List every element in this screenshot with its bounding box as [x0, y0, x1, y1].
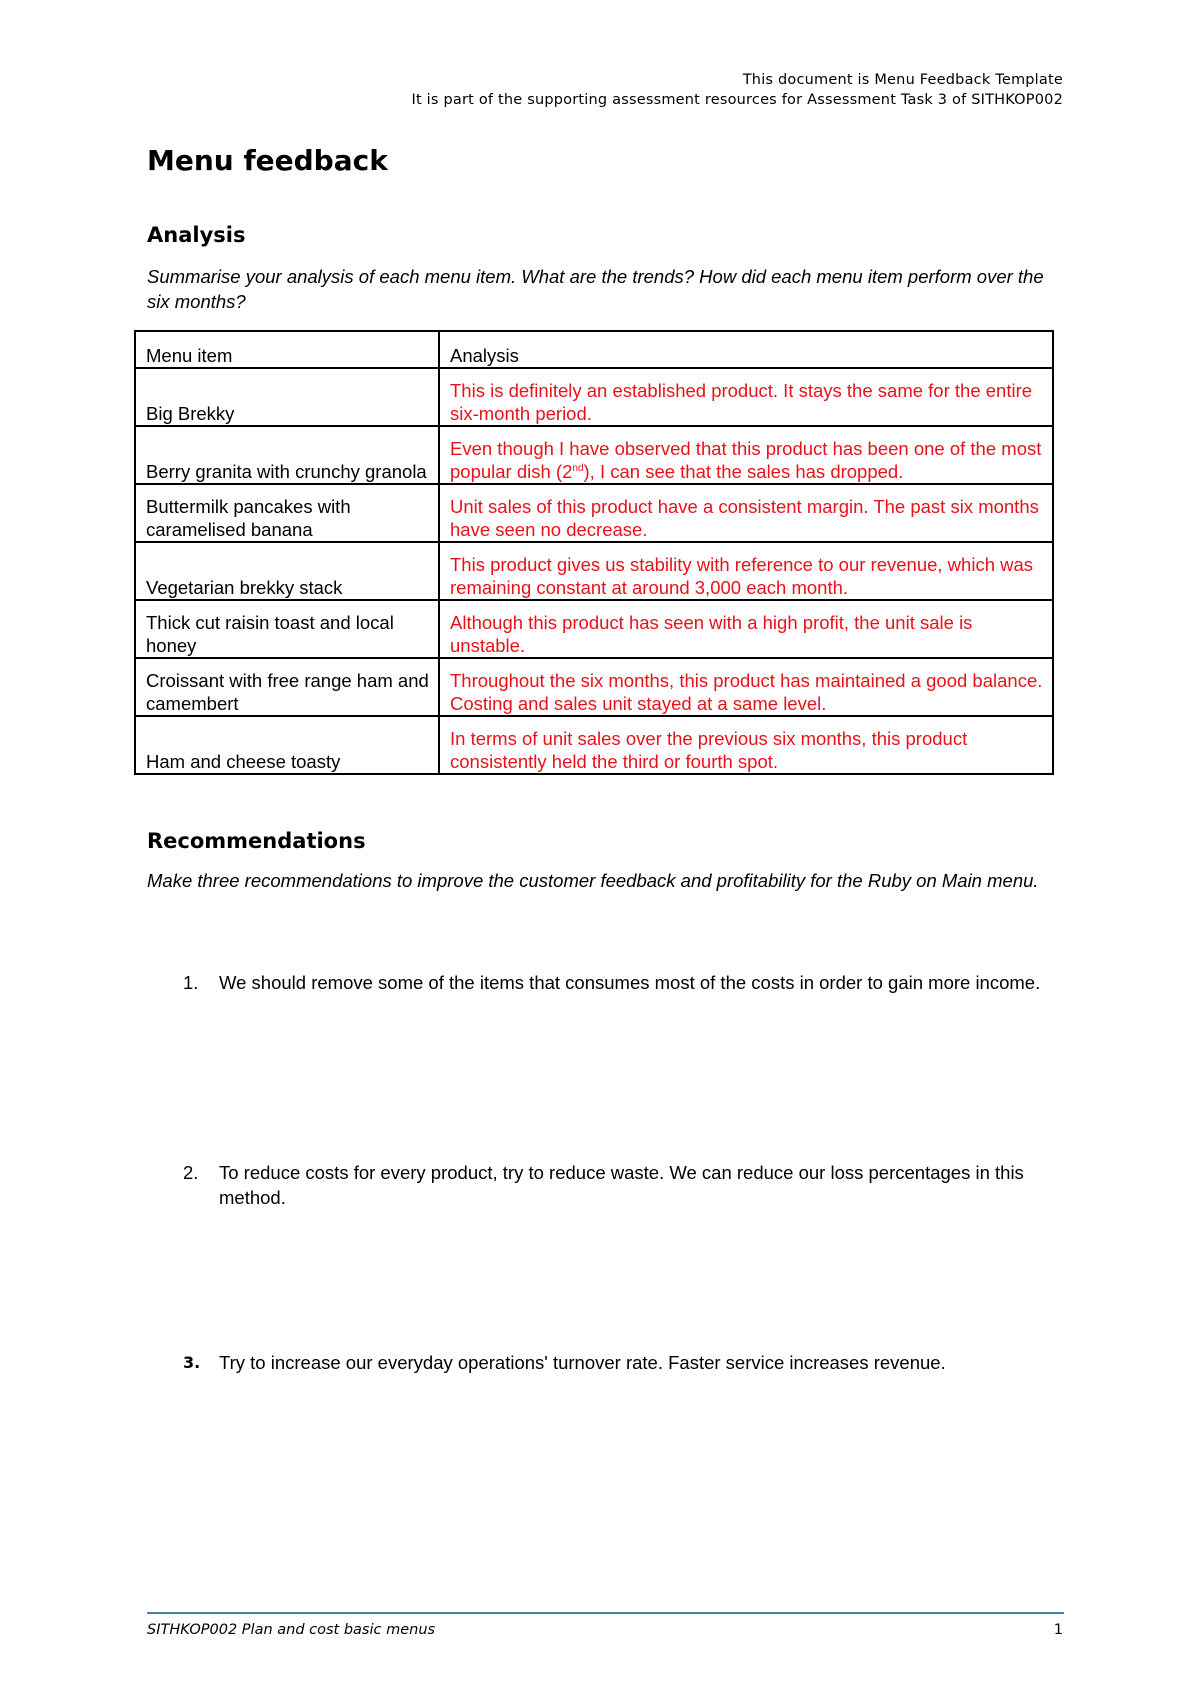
table-row — [135, 484, 1053, 542]
menu-item-cell: Ham and cheese toasty — [135, 716, 439, 774]
recommendation-text: To reduce costs for every product, try to reduce waste. We can reduce our loss percentages in this method. — [219, 1162, 1024, 1208]
footer-divider — [147, 1612, 1064, 1614]
table-row — [135, 716, 1053, 774]
recommendations-heading: Recommendations — [147, 829, 366, 853]
analysis-text-post: ), I can see that the sales has dropped. — [583, 461, 904, 482]
recommendation-text: Try to increase our everyday operations' turnover rate. Faster service increases revenue. — [219, 1352, 946, 1373]
analysis-cell: In terms of unit sales over the previous six months, this product consistently held the third or fourth spot. — [439, 716, 1053, 774]
menu-item-cell: Vegetarian brekky stack — [135, 542, 439, 600]
analysis-cell: Although this product has seen with a high profit, the unit sale is unstable. — [439, 600, 1053, 658]
column-header-menu-item: Menu item — [135, 331, 439, 368]
recommendation-item — [183, 1350, 1063, 1375]
footer-page-number: 1 — [1053, 1622, 1063, 1638]
table-row — [135, 600, 1053, 658]
analysis-cell: Throughout the six months, this product has maintained a good balance. Costing and sales unit stayed at a same level. — [439, 658, 1053, 716]
analysis-cell — [439, 426, 1053, 484]
analysis-table — [134, 330, 1054, 775]
analysis-cell: This product gives us stability with reference to our revenue, which was remaining constant at around 3,000 each month. — [439, 542, 1053, 600]
ordinal-suffix: nd — [572, 462, 584, 474]
header-line-1: This document is Menu Feedback Template — [742, 72, 1063, 88]
menu-item-cell: Croissant with free range ham and camembert — [135, 658, 439, 716]
recommendation-item — [183, 970, 1063, 995]
menu-item-cell: Big Brekky — [135, 368, 439, 426]
page-header — [412, 70, 1063, 110]
column-header-analysis: Analysis — [439, 331, 1053, 368]
recommendations-instruction: Make three recommendations to improve the customer feedback and profitability for the Ruby on Main menu. — [147, 870, 1039, 891]
table-row — [135, 542, 1053, 600]
footer-course-title: SITHKOP002 Plan and cost basic menus — [147, 1622, 436, 1638]
menu-item-cell: Berry granita with crunchy granola — [135, 426, 439, 484]
analysis-cell: Unit sales of this product have a consistent margin. The past six months have seen no decrease. — [439, 484, 1053, 542]
table-row — [135, 658, 1053, 716]
table-row — [135, 368, 1053, 426]
table-header-row — [135, 331, 1053, 368]
analysis-cell: This is definitely an established product. It stays the same for the entire six-month period. — [439, 368, 1053, 426]
recommendation-text: We should remove some of the items that consumes most of the costs in order to gain more income. — [219, 972, 1041, 993]
recommendation-item — [183, 1160, 1063, 1210]
recommendation-number: 3. — [183, 1353, 201, 1372]
recommendation-number: 2. — [183, 1162, 199, 1183]
table-row — [135, 426, 1053, 484]
analysis-instruction: Summarise your analysis of each menu item. What are the trends? How did each menu item perform over the six months? — [147, 266, 1044, 312]
recommendation-number: 1. — [183, 972, 199, 993]
analysis-heading: Analysis — [147, 223, 246, 247]
menu-item-cell: Buttermilk pancakes with caramelised banana — [135, 484, 439, 542]
menu-item-cell: Thick cut raisin toast and local honey — [135, 600, 439, 658]
header-line-2: It is part of the supporting assessment resources for Assessment Task 3 of SITHKOP002 — [411, 92, 1063, 108]
page-title: Menu feedback — [147, 144, 388, 177]
analysis-text-pre: Even though I have observed that this product has been one of the most popular dish (2 — [450, 438, 1042, 482]
